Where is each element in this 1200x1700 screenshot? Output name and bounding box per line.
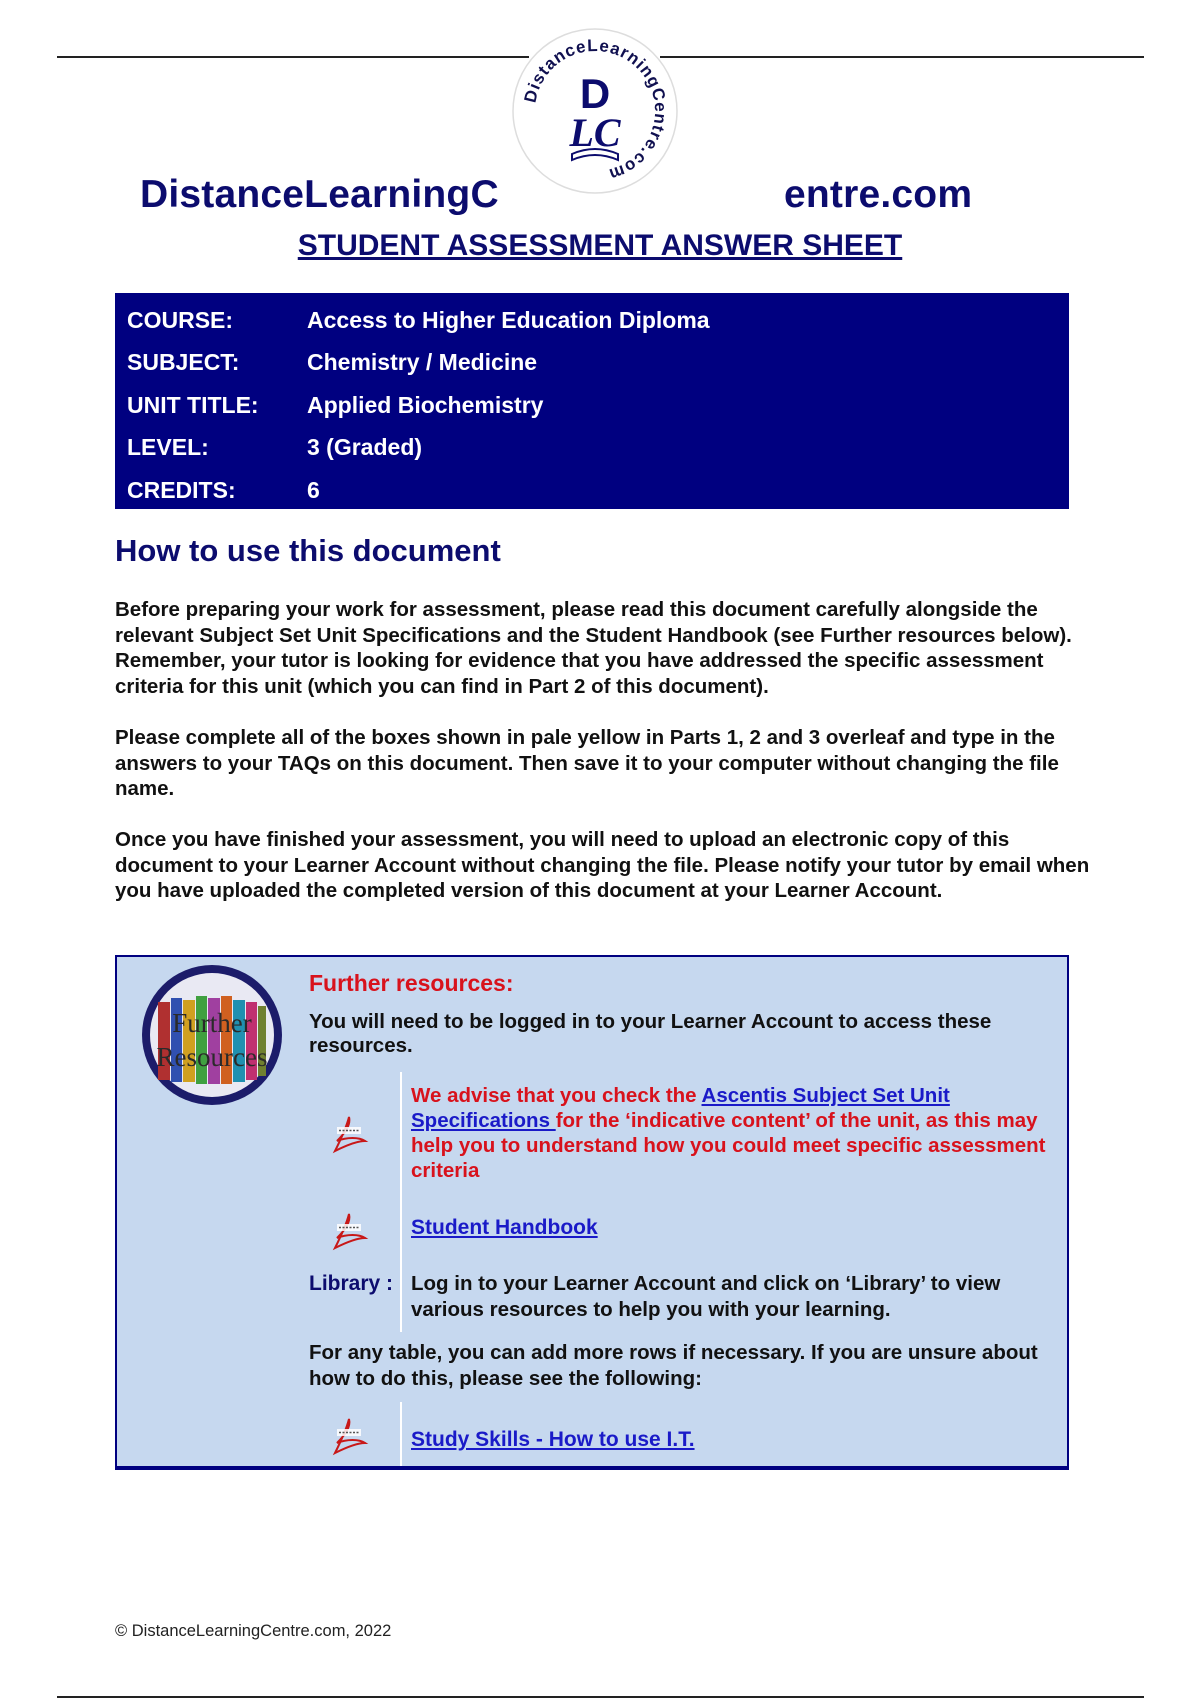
info-label: CREDITS: <box>127 476 236 503</box>
library-description: Log in to your Learner Account and click on ‘Library’ to view various resources to help you with your learning. <box>411 1272 1001 1321</box>
resources-intro: You will need to be logged in to your Learner Account to access these resources. <box>309 1010 992 1057</box>
course-info-table <box>115 293 1069 509</box>
instruction-paragraph: Once you have finished your assessment, you will need to upload an electronic copy of this document to your Learner Account without changing the file. Please notify your tutor by email when you have uploaded the completed version of this document at your Learner Account. <box>115 828 1090 902</box>
info-label: UNIT TITLE: <box>127 391 259 418</box>
pdf-icon[interactable] <box>327 1111 371 1155</box>
instruction-paragraph: Before preparing your work for assessment, please read this document carefully alongside the relevant Subject Set Unit Specifications and the Student Handbook (see Further resources below). Remember, your tutor is looking for evidence that you have addressed the specific assessment criteria for this unit (which you can find in Part 2 of this document). <box>115 598 1072 698</box>
table-rows-note: For any table, you can add more rows if necessary. If you are unsure about how to do this, please see the following: <box>309 1341 1038 1390</box>
column-divider <box>400 1072 402 1332</box>
credits-row <box>115 469 1069 512</box>
course-row <box>115 299 1069 342</box>
brand-name-right: entre.com <box>784 173 973 216</box>
unit-title-row <box>115 384 1069 427</box>
ascentis-specifications-link[interactable]: Ascentis Subject Set Unit Specifications <box>411 1084 950 1132</box>
library-label: Library : <box>309 1272 394 1295</box>
badge-text-further: Further <box>172 1008 252 1038</box>
pdf-icon[interactable] <box>327 1413 371 1457</box>
pdf-icon[interactable] <box>327 1208 371 1252</box>
footer-rule <box>57 1696 1144 1698</box>
dlc-logo <box>510 26 680 196</box>
level-row <box>115 427 1069 470</box>
resources-heading: Further resources: <box>309 970 514 996</box>
column-divider <box>400 1402 402 1466</box>
brand-name-left: DistanceLearningC <box>140 173 499 216</box>
page-title: STUDENT ASSESSMENT ANSWER SHEET <box>297 229 903 262</box>
info-value: 3 (Graded) <box>307 434 423 461</box>
advice-suffix: for the ‘indicative content’ of the unit, as this may help you to understand how you could meet specific assessment criteria <box>411 1109 1046 1182</box>
info-label: COURSE: <box>127 306 234 333</box>
info-value: Applied Biochemistry <box>307 391 544 418</box>
info-value: 6 <box>307 476 320 503</box>
further-resources-badge <box>140 960 284 1110</box>
advice-prefix: We advise that you check the <box>411 1084 702 1107</box>
logo-monogram-top: D <box>579 70 611 117</box>
info-label: SUBJECT: <box>127 349 240 376</box>
info-label: LEVEL: <box>127 434 209 461</box>
instruction-paragraph: Please complete all of the boxes shown in pale yellow in Parts 1, 2 and 3 overleaf and type in the answers to your TAQs on this document. Then save it to your computer without changing the file name. <box>115 726 1059 800</box>
info-value: Chemistry / Medicine <box>307 349 538 376</box>
unit-specifications-advice <box>411 1083 1061 1183</box>
copyright-footer: © DistanceLearningCentre.com, 2022 <box>115 1622 392 1640</box>
study-skills-link[interactable]: Study Skills - How to use I.T. <box>411 1428 695 1451</box>
info-value: Access to Higher Education Diploma <box>307 306 710 333</box>
badge-text-resources: Resources <box>156 1042 268 1072</box>
section-heading: How to use this document <box>115 533 501 568</box>
subject-row <box>115 342 1069 385</box>
student-handbook-link[interactable]: Student Handbook <box>411 1216 598 1239</box>
logo-ring-text: DistanceLearningCentre.com <box>520 35 671 185</box>
header-rule-left <box>57 56 529 58</box>
header-rule-right <box>660 56 1144 58</box>
logo-monogram-bottom: LC <box>569 110 621 155</box>
